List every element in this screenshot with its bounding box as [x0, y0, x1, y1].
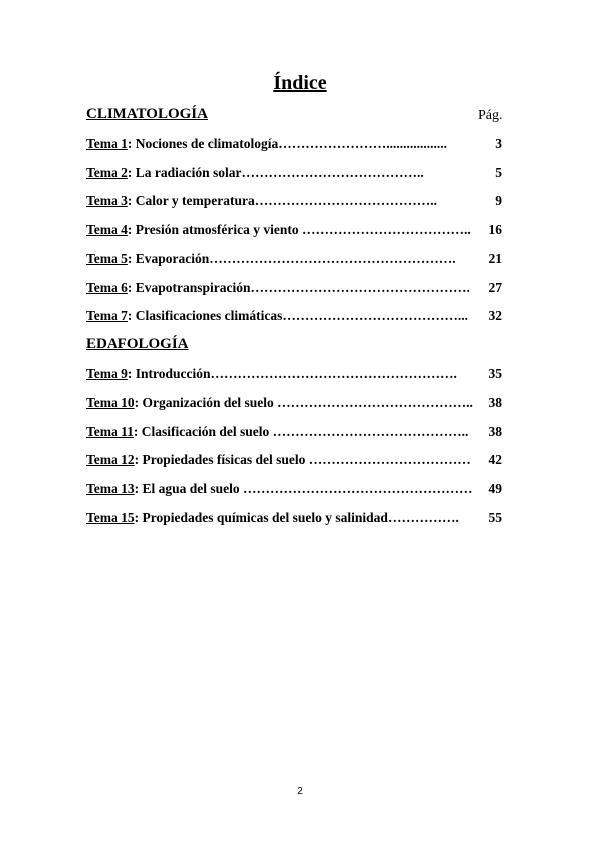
toc-entry[interactable] — [86, 193, 502, 209]
toc-entry-page: 9 — [495, 193, 502, 209]
toc-entry-leader: ………………………………….. — [254, 193, 437, 209]
toc-entry-title: : Organización del suelo — [134, 394, 274, 410]
toc-entry-page: 55 — [488, 510, 502, 525]
toc-entry-page: 32 — [488, 308, 502, 324]
toc-entry-tema: Tema 9 — [86, 366, 128, 381]
toc-entry-leader: …………………………………….. — [273, 394, 473, 410]
toc-entry-page: 21 — [488, 250, 502, 266]
section-heading-climatologia: CLIMATOLOGÍA — [86, 106, 208, 122]
toc-entry[interactable] — [86, 424, 502, 440]
toc-entry-title: : El agua del suelo — [134, 481, 240, 497]
toc-entry-tema: Tema 1 — [86, 136, 128, 151]
toc-entry-page: 49 — [488, 481, 502, 497]
toc-entry-page: 38 — [488, 423, 502, 439]
toc-entry-tema: Tema 11 — [86, 423, 134, 439]
toc-entry[interactable] — [86, 222, 502, 238]
toc-entry-leader: …………………………………………. — [250, 279, 470, 295]
toc-entry[interactable] — [86, 510, 502, 526]
toc-entry-tema: Tema 3 — [86, 193, 128, 209]
toc-entry-title: : Propiedades químicas del suelo y salinidad — [134, 510, 388, 525]
toc-entry-leader: …………………………………………… — [239, 481, 473, 497]
toc-entry[interactable] — [86, 481, 502, 497]
toc-entry-title: : Introducción — [127, 366, 211, 381]
toc-entry-page: 16 — [488, 222, 502, 238]
toc-entry-leader: ……………. — [387, 510, 459, 525]
toc-entry-tema: Tema 7 — [86, 308, 128, 324]
toc-entry-tema: Tema 4 — [86, 222, 128, 238]
toc-entry-tema: Tema 5 — [86, 250, 128, 266]
toc-entry[interactable] — [86, 366, 502, 382]
page-column-label: Pág. — [478, 108, 503, 123]
toc-entry-leader: ………………………………………………. — [210, 366, 457, 381]
page-number: 2 — [297, 786, 303, 797]
toc-entry-leader: …………………….................. — [278, 136, 447, 151]
toc-entry[interactable] — [86, 308, 502, 324]
toc-entry[interactable] — [86, 165, 502, 181]
section-heading-edafologia: EDAFOLOGÍA — [86, 336, 189, 352]
toc-entry-page: 35 — [488, 366, 502, 381]
toc-entry-tema: Tema 6 — [86, 279, 128, 295]
toc-entry-tema: Tema 10 — [86, 394, 135, 410]
toc-entry-title: : Clasificación del suelo — [133, 423, 270, 439]
toc-entry-tema: Tema 12 — [86, 452, 135, 468]
toc-entry-title: : Evaporación — [127, 250, 210, 266]
toc-entry-title: : Calor y temperatura — [127, 193, 255, 209]
toc-entry[interactable] — [86, 452, 502, 468]
toc-entry[interactable] — [86, 251, 502, 267]
toc-entry-page: 38 — [488, 394, 502, 410]
toc-entry[interactable] — [86, 136, 502, 152]
toc-entry-tema: Tema 15 — [86, 510, 135, 525]
toc-entry[interactable] — [86, 395, 502, 411]
toc-entry-title: : Clasificaciones climáticas — [127, 308, 283, 324]
toc-entry[interactable] — [86, 280, 502, 296]
toc-entry-page: 5 — [495, 164, 502, 180]
toc-entry-page: 3 — [495, 136, 502, 151]
toc-entry-leader: …………………………………….. — [269, 423, 469, 439]
toc-entry-title: : Propiedades físicas del suelo — [134, 452, 306, 468]
toc-entry-title: : Nociones de climatología — [127, 136, 279, 151]
toc-entry-title: : Presión atmosférica y viento — [127, 222, 299, 238]
toc-entry-page: 42 — [488, 452, 502, 468]
toc-entry-title: : La radiación solar — [127, 164, 242, 180]
toc-entry-leader: ……………………………….. — [298, 222, 471, 238]
toc-entry-leader: ……………………………… — [305, 452, 471, 468]
toc-entry-leader: …………………………………... — [282, 308, 468, 324]
toc-entry-page: 27 — [488, 279, 502, 295]
toc-entry-title: : Evapotranspiración — [127, 279, 251, 295]
toc-entry-tema: Tema 13 — [86, 481, 135, 497]
toc-entry-tema: Tema 2 — [86, 164, 128, 180]
page-title: Índice — [273, 72, 327, 94]
toc-entry-leader: ………………………………….. — [241, 164, 424, 180]
toc-entry-leader: ………………………………………………. — [209, 250, 456, 266]
